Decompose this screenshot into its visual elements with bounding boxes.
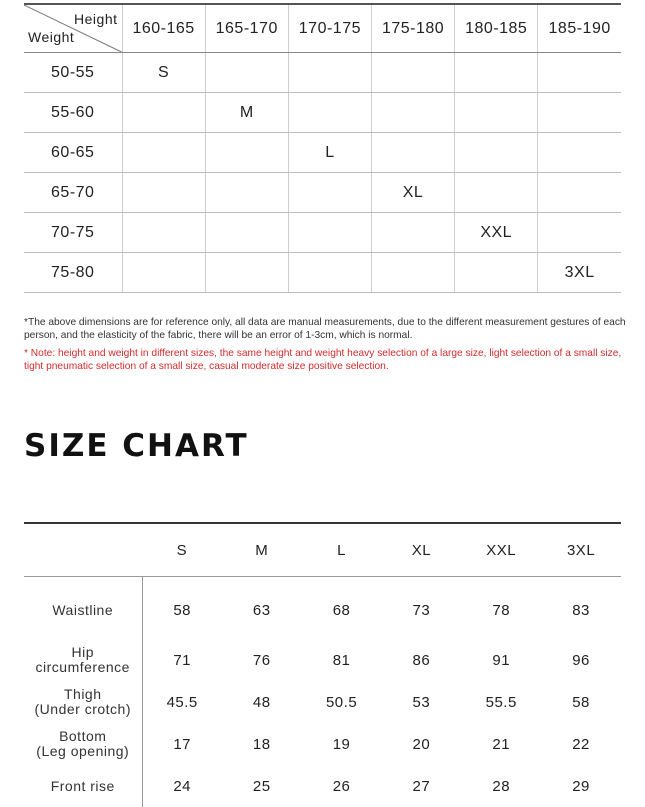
height-col-header: 160-165 <box>122 4 205 53</box>
table-row <box>24 213 621 253</box>
weight-axis-label: Weight <box>28 29 75 45</box>
measurement-label: Bottom (Leg opening) <box>24 723 142 765</box>
table-row <box>24 53 621 93</box>
size-chart-title: SIZE CHART <box>24 428 249 464</box>
weight-row-header: 50-55 <box>24 53 122 93</box>
size-cell <box>455 253 538 293</box>
size-cell <box>371 133 454 173</box>
size-cell <box>122 213 205 253</box>
measurement-value: 83 <box>572 601 590 619</box>
table-row <box>24 253 621 293</box>
measurement-value: 68 <box>332 601 351 619</box>
measurement-value: 76 <box>252 651 271 669</box>
table-row <box>24 577 621 640</box>
size-cell <box>538 133 621 173</box>
size-col-header: 3XL <box>541 523 621 577</box>
measurement-table <box>24 522 621 807</box>
size-cell <box>205 213 288 253</box>
size-cell: XL <box>371 173 454 213</box>
size-col-header: XXL <box>461 523 541 577</box>
height-header-row <box>24 4 621 53</box>
size-cell <box>538 213 621 253</box>
measurement-value: 50.5 <box>325 693 358 711</box>
reference-note: *The above dimensions are for reference only, all data are manual measurements, due to the different measurement gestures of each person, and the elasticity of the fabric, there will be an error of 1-3cm, which is normal. <box>24 317 626 341</box>
size-cell <box>455 133 538 173</box>
measurement-value: 91 <box>492 651 511 669</box>
measurement-value: 73 <box>412 601 431 619</box>
size-header-row <box>24 523 621 577</box>
size-cell <box>205 53 288 93</box>
measurement-value: 71 <box>173 651 191 669</box>
measurement-value: 63 <box>252 601 271 619</box>
measurement-value: 86 <box>412 651 431 669</box>
size-cell: M <box>205 93 288 133</box>
weight-row-header: 75-80 <box>24 253 122 293</box>
size-cell <box>288 53 371 93</box>
table-row <box>24 93 621 133</box>
size-cell: 3XL <box>538 253 621 293</box>
size-col-header: M <box>222 523 302 577</box>
height-col-header: 170-175 <box>288 4 371 53</box>
measurement-value: 81 <box>332 651 351 669</box>
height-col-header: 165-170 <box>205 4 288 53</box>
table-row <box>24 765 621 807</box>
size-cell <box>538 53 621 93</box>
measurement-value: 58 <box>173 601 191 619</box>
table-row <box>24 681 621 723</box>
height-axis-label: Height <box>74 11 118 27</box>
measurement-value: 25 <box>252 777 271 795</box>
size-cell <box>455 93 538 133</box>
size-cell: S <box>122 53 205 93</box>
measurement-value: 21 <box>492 735 511 753</box>
measurement-body <box>24 577 621 807</box>
measurement-value: 55.5 <box>485 693 517 711</box>
size-cell <box>538 93 621 133</box>
empty-corner <box>24 523 142 577</box>
size-cell <box>122 93 205 133</box>
size-cell <box>288 213 371 253</box>
measurement-label: Front rise <box>24 765 142 807</box>
measurement-label: Thigh (Under crotch) <box>24 681 142 723</box>
table-row <box>24 133 621 173</box>
size-cell <box>205 173 288 213</box>
measurement-value: 18 <box>252 735 271 753</box>
measurement-value: 53 <box>412 693 431 711</box>
height-col-header: 175-180 <box>371 4 454 53</box>
size-cell <box>455 53 538 93</box>
height-col-header: 180-185 <box>455 4 538 53</box>
size-cell <box>288 173 371 213</box>
table-row <box>24 639 621 681</box>
measurement-label: Hip circumference <box>24 639 142 681</box>
measurement-value: 24 <box>173 777 191 795</box>
table-row <box>24 723 621 765</box>
measurement-value: 29 <box>572 777 590 795</box>
measurement-value: 96 <box>572 651 590 669</box>
measurement-value: 48 <box>252 693 271 711</box>
size-cell <box>205 253 288 293</box>
measurement-label: Waistline <box>24 577 142 640</box>
weight-row-header: 65-70 <box>24 173 122 213</box>
size-cell <box>455 173 538 213</box>
size-cell <box>288 93 371 133</box>
measurement-value: 27 <box>412 777 431 795</box>
size-cell <box>122 173 205 213</box>
weight-row-header: 70-75 <box>24 213 122 253</box>
measurement-value: 78 <box>492 601 511 619</box>
measurement-value: 58 <box>572 693 590 711</box>
size-cell: L <box>288 133 371 173</box>
size-col-header: XL <box>381 523 461 577</box>
size-cell <box>371 93 454 133</box>
size-cell <box>205 133 288 173</box>
measurement-value: 17 <box>173 735 191 753</box>
size-col-header: L <box>302 523 382 577</box>
weight-row-header: 60-65 <box>24 133 122 173</box>
table-row <box>24 173 621 213</box>
size-cell <box>371 253 454 293</box>
selection-note: * Note: height and weight in different sizes, the same height and weight heavy selection of a large size, light selection of a small size, tight pneumatic selection of a small size, casual moderate size positive selection. <box>24 348 622 372</box>
size-cell <box>288 253 371 293</box>
size-cell <box>122 253 205 293</box>
size-col-header: S <box>142 523 222 577</box>
size-cell <box>538 173 621 213</box>
size-cell: XXL <box>455 213 538 253</box>
measurement-value: 19 <box>332 735 351 753</box>
measurement-value: 45.5 <box>166 693 198 711</box>
corner-cell <box>24 4 122 53</box>
size-cell <box>122 133 205 173</box>
size-cell <box>371 53 454 93</box>
measurement-value: 20 <box>412 735 431 753</box>
height-col-header: 185-190 <box>538 4 621 53</box>
weight-row-header: 55-60 <box>24 93 122 133</box>
measurement-value: 22 <box>572 735 590 753</box>
measurement-value: 26 <box>332 777 351 795</box>
size-cell <box>371 213 454 253</box>
height-weight-table <box>24 3 621 293</box>
measurement-value: 28 <box>492 777 511 795</box>
